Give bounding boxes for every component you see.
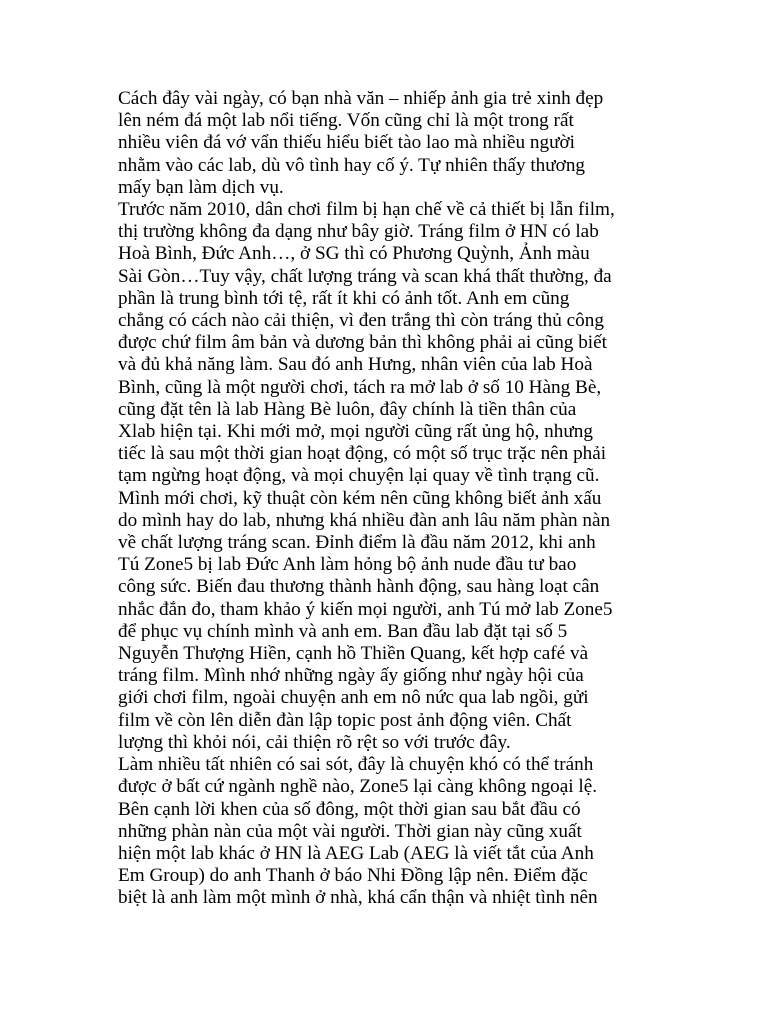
text-line: Sài Gòn…Tuy vậy, chất lượng tráng và scan khá thất thường, đa (118, 265, 612, 287)
text-line: Bên cạnh lời khen của số đông, một thời gian sau bắt đầu có (118, 798, 581, 820)
text-line: chẳng có cách nào cải thiện, vì đen trắng thì còn tráng thủ công (118, 310, 604, 332)
text-line: Trước năm 2010, dân chơi film bị hạn chế về cả thiết bị lẫn film, (118, 199, 615, 221)
text-line: phần là trung bình tới tệ, rất ít khi có ảnh tốt. Anh em cũng (118, 287, 570, 309)
text-line: Em Group) do anh Thanh ở báo Nhi Đồng lập nên. Điểm đặc (118, 865, 588, 887)
paragraph-1 (118, 88, 658, 199)
text-line: được ở bất cứ ngành nghề nào, Zone5 lại càng không ngoại lệ. (118, 776, 598, 798)
text-line: tiếc là sau một thời gian hoạt động, có một số trục trặc nên phải (118, 443, 607, 465)
text-line: nhiều viên đá vớ vẩn thiếu hiểu biết tào lao mà nhiều người (118, 132, 575, 154)
text-line: về chất lượng tráng scan. Đỉnh điểm là đầu năm 2012, khi anh (118, 532, 596, 554)
text-line: lên ném đá một lab nổi tiếng. Vốn cũng chỉ là một trong rất (118, 110, 574, 132)
paragraph-3 (118, 754, 658, 909)
text-line: lượng thì khỏi nói, cải thiện rõ rệt so với trước đây. (118, 731, 511, 753)
text-line: Xlab hiện tại. Khi mới mở, mọi người cũng rất ủng hộ, nhưng (118, 421, 593, 443)
text-line: mấy bạn làm dịch vụ. (118, 176, 284, 198)
text-line: tạm ngừng hoạt động, và mọi chuyện lại quay về tình trạng cũ. (118, 465, 600, 487)
text-line: do mình hay do lab, nhưng khá nhiều đàn anh lâu năm phàn nàn (118, 509, 611, 531)
text-line: Nguyễn Thượng Hiền, cạnh hồ Thiền Quang, kết hợp café và (118, 643, 589, 665)
text-line: giới chơi film, ngoài chuyện anh em nô nức qua lab ngồi, gửi (118, 687, 589, 709)
text-line: cũng đặt tên là lab Hàng Bè luôn, đây chính là tiền thân của (118, 398, 577, 420)
text-line: Tú Zone5 bị lab Đức Anh làm hỏng bộ ảnh nude đầu tư bao (118, 554, 577, 576)
text-line: những phàn nàn của một vài người. Thời gian này cũng xuất (118, 820, 582, 842)
document-page (118, 88, 658, 910)
paragraph-2 (118, 199, 658, 754)
text-line: Cách đây vài ngày, có bạn nhà văn – nhiếp ảnh gia trẻ xinh đẹp (118, 88, 604, 109)
text-line: Hoà Bình, Đức Anh…, ở SG thì có Phương Quỳnh, Ảnh màu (118, 243, 590, 265)
text-line: tráng film. Mình nhớ những ngày ấy giống như ngày hội của (118, 665, 584, 687)
text-line: công sức. Biến đau thương thành hành động, sau hàng loạt cân (118, 576, 600, 598)
text-line: hiện một lab khác ở HN là AEG Lab (AEG là viết tắt của Anh (118, 842, 594, 864)
text-line: Làm nhiều tất nhiên có sai sót, đây là chuyện khó có thể tránh (118, 754, 594, 776)
text-line: Mình mới chơi, kỹ thuật còn kém nên cũng không biết ảnh xấu (118, 487, 602, 509)
text-line: Bình, cũng là một người chơi, tách ra mở lab ở số 10 Hàng Bè, (118, 376, 602, 398)
text-line: nhằm vào các lab, dù vô tình hay cố ý. Tự nhiên thấy thương (118, 154, 586, 176)
text-line: để phục vụ chính mình và anh em. Ban đầu lab đặt tại số 5 (118, 620, 568, 642)
text-line: thị trường không đa dạng như bây giờ. Tráng film ở HN có lab (118, 221, 599, 243)
text-line: được chứ film âm bản và dương bản thì không phải ai cũng biết (118, 332, 607, 354)
text-line: nhắc đắn đo, tham khảo ý kiến mọi người, anh Tú mở lab Zone5 (118, 598, 613, 620)
text-line: và đủ khả năng làm. Sau đó anh Hưng, nhân viên của lab Hoà (118, 354, 593, 376)
text-line: film về còn lên diễn đàn lập topic post ảnh động viên. Chất (118, 709, 572, 731)
text-line: biệt là anh làm một mình ở nhà, khá cẩn thận và nhiệt tình nên (118, 887, 598, 909)
